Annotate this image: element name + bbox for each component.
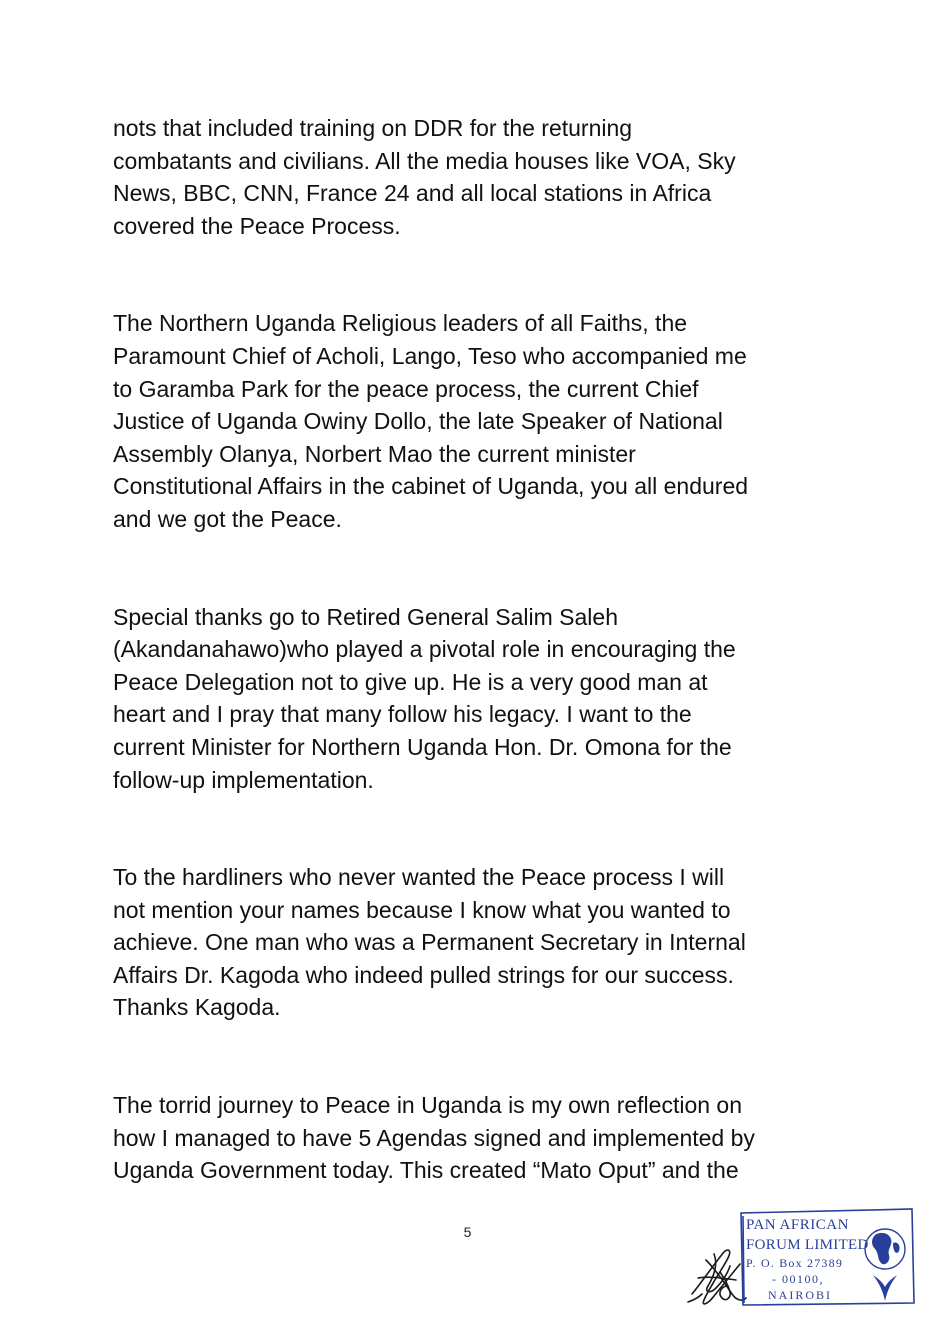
text-line: News, BBC, CNN, France 24 and all local stations in Africa bbox=[113, 180, 712, 207]
text-line: Peace Delegation not to give up. He is a very good man at bbox=[113, 668, 708, 695]
svg-text:P. O. Box 27389: P. O. Box 27389 bbox=[746, 1256, 844, 1270]
text-line: Justice of Uganda Owiny Dollo, the late Speaker of National bbox=[113, 408, 723, 435]
text-line: (Akandanahawo)who played a pivotal role in encouraging the bbox=[113, 636, 736, 663]
text-line: covered the Peace Process. bbox=[113, 212, 401, 239]
paragraph-2 bbox=[113, 307, 833, 535]
text-line: Constitutional Affairs in the cabinet of Uganda, you all endured bbox=[113, 473, 749, 500]
text-line: heart and I pray that many follow his legacy. I want to the bbox=[113, 701, 692, 728]
text-line: not mention your names because I know what you wanted to bbox=[113, 896, 731, 923]
text-line: Special thanks go to Retired General Salim Saleh bbox=[113, 603, 619, 630]
page-number: 5 bbox=[463, 1224, 472, 1240]
svg-text:PAN AFRICAN: PAN AFRICAN bbox=[746, 1217, 849, 1233]
text-line: to Garamba Park for the peace process, the current Chief bbox=[113, 375, 699, 402]
text-line: The Northern Uganda Religious leaders of all Faiths, the bbox=[113, 310, 688, 337]
text-line: Affairs Dr. Kagoda who indeed pulled strings for our success. bbox=[113, 961, 734, 988]
text-line: follow-up implementation. bbox=[113, 766, 374, 793]
paragraph-4 bbox=[113, 861, 833, 1024]
paragraph-5 bbox=[113, 1089, 833, 1187]
text-line: Assembly Olanya, Norbert Mao the current minister bbox=[113, 440, 636, 467]
text-line: To the hardliners who never wanted the Peace process I will bbox=[113, 864, 725, 891]
paragraph-1 bbox=[113, 112, 833, 242]
text-line: combatants and civilians. All the media houses like VOA, Sky bbox=[113, 147, 736, 174]
body-text bbox=[113, 112, 833, 1252]
paragraph-3 bbox=[113, 601, 833, 797]
text-line: Uganda Government today. This created “Mato Oput” and the bbox=[113, 1157, 739, 1184]
text-line: nots that included training on DDR for the returning bbox=[113, 115, 633, 141]
svg-text:NAIROBI: NAIROBI bbox=[768, 1288, 832, 1302]
text-line: achieve. One man who was a Permanent Secretary in Internal bbox=[113, 929, 746, 956]
text-line: and we got the Peace. bbox=[113, 505, 342, 532]
svg-text:- 00100,: - 00100, bbox=[772, 1272, 824, 1286]
svg-text:FORUM LIMITED: FORUM LIMITED bbox=[746, 1237, 869, 1253]
text-line: current Minister for Northern Uganda Hon. Dr. Omona for the bbox=[113, 733, 732, 760]
text-line: Thanks Kagoda. bbox=[113, 994, 281, 1021]
text-line: Paramount Chief of Acholi, Lango, Teso who accompanied me bbox=[113, 342, 747, 369]
company-stamp bbox=[738, 1207, 916, 1307]
text-line: The torrid journey to Peace in Uganda is my own reflection on bbox=[113, 1092, 742, 1119]
text-line: how I managed to have 5 Agendas signed and implemented by bbox=[113, 1124, 755, 1151]
